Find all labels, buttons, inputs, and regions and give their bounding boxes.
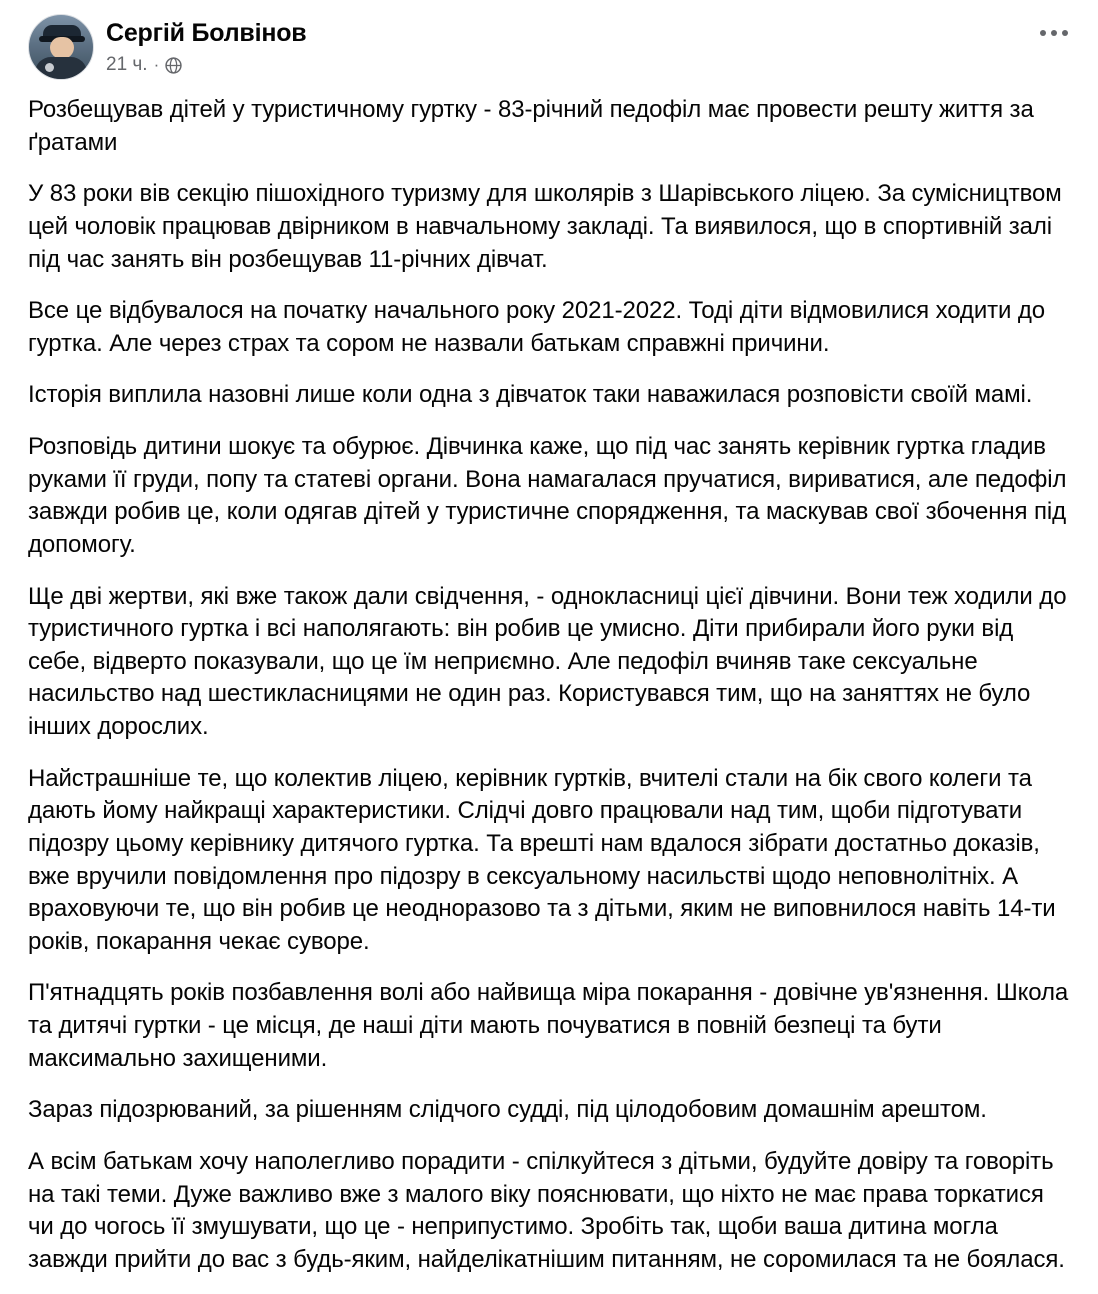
- avatar-badge-shape: [45, 63, 54, 72]
- globe-icon[interactable]: [165, 57, 182, 74]
- post-paragraph: Історія виплила назовні лише коли одна з дівчаток таки наважилася розповісти своїй мамі.: [28, 381, 1033, 409]
- post-paragraph: А всім батькам хочу наполегливо порадити - спілкуйтеся з дітьми, будуйте довіру та говоріть на такі теми. Дуже важливо вже з малого віку пояснювати, що ніхто не має права торкатися чи до чогось її змушувати, що це - неприпустимо. Зробіть так, щоби ваша дитина могла завжди прийти до вас з будь-яким, найделікатнішим питанням, не соромилася та не боялася.: [28, 1147, 1065, 1273]
- post-paragraph: Найстрашніше те, що колектив ліцею, керівник гуртків, вчителі стали на бік свого колеги та дають йому найкращі характеристики. Слідчі довго працювали над тим, щоби підготувати підозру цьому керівнику дитячого гуртка. Та врешті нам вдалося зібрати достатньо доказів, вже вручили повідомлення про підозру в сексуальному насильстві щодо неповнолітніх. А враховуючи те, що він робив це неодноразово та з дітьми, яким не виповнилося навіть 14-ти років, покарання чекає суворе.: [28, 764, 1056, 955]
- post-paragraph: Розповідь дитини шокує та обурює. Дівчинка каже, що під час занять керівник гуртка гладив руками її груди, попу та статеві органи. Вона намагалася пручатися, вириватися, але педофіл завжди робив це, коли одягав дітей у туристичне спорядження, та маскував свої збочення під допомогу.: [28, 433, 1067, 558]
- post-paragraph: Розбещував дітей у туристичному гуртку - 83-річний педофіл має провести решту життя за ґратами: [28, 96, 1034, 156]
- post-timestamp[interactable]: 21 ч.: [106, 54, 148, 75]
- post-paragraph: Все це відбувалося на початку начального року 2021-2022. Тоді діти відмовилися ходити до гуртка. Але через страх та сором не назвали батькам справжні причини.: [28, 297, 1046, 357]
- post-header-text: [106, 14, 306, 76]
- meta-separator: ·: [153, 55, 160, 74]
- dot: [1051, 30, 1057, 36]
- more-options-icon[interactable]: [1040, 30, 1068, 36]
- post-author-name[interactable]: Сергій Болвінов: [106, 19, 307, 47]
- avatar-body-shape: [35, 57, 87, 80]
- post-paragraph: Ще дві жертви, які вже також дали свідчення, - однокласниці цієї дівчини. Вони теж ходили до туристичного гуртка і всі наполягають: він робив це умисно. Діти прибирали його руки від себе, відверто показували, що це їм неприємно. Але педофіл вчиняв таке сексуальне насильство над шестикласницями не один раз. Користувався тим, що на заняттях не було інших дорослих.: [28, 582, 1067, 740]
- avatar-face-shape: [50, 37, 74, 59]
- dot: [1040, 30, 1046, 36]
- post-paragraph: П'ятнадцять років позбавлення волі або найвища міра покарання - довічне ув'язнення. Школа та дитячі гуртки - це місця, де наші діти мають почуватися в повній безпеці та бути максимально захищеними.: [28, 979, 1069, 1072]
- post-paragraph: Зараз підозрюваний, за рішенням слідчого судді, під цілодобовим домашнім арештом.: [28, 1096, 987, 1124]
- dot: [1062, 30, 1068, 36]
- post-paragraph: У 83 роки вів секцію пішохідного туризму для школярів з Шарівського ліцею. За сумісництвом цей чоловік працював двірником в навчальному закладі. Та виявилося, що в спортивній залі під час занять він розбещував 11-річних дівчат.: [28, 180, 1062, 273]
- post-meta: [106, 54, 306, 76]
- post-header: [28, 14, 1070, 80]
- post-body: [28, 94, 1070, 1276]
- avatar[interactable]: [28, 14, 94, 80]
